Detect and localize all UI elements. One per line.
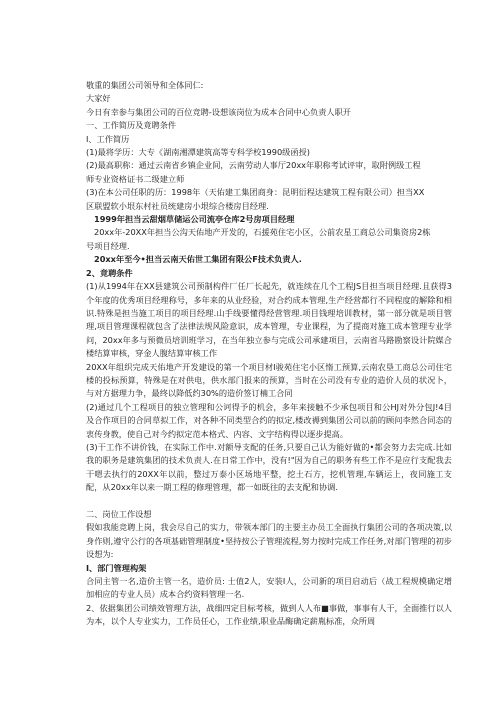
paragraph-history-b: 区联盟软小垠东村社员统建房小垠综合楼房目经理.	[86, 200, 269, 211]
paragraph-condition-1: (1)从1994年在XX县建筑公司预制构件厂任厂长起先，就连续在几个工程JS目担当项目经理.且获得3个年度的优秀项目经理称号，多年来的从业经验，对合约成本管理,生产经营都行不同程度的解除和相识.特殊是担当施工项目的项目经理.山手线要懂得经营管理.项目钱理培训教材，第一部分就是项目管理,项目管理课程就包含了法律法规风险意识，成本管理，专业课程，为了提商对施工成本管理专业学问，20xx年多与预微员培训班学习，在当年独立参与完成公司承建项目，云南省马路勘察设计院媒合楼结算审核，穿金人腹结算审核工作	[86, 281, 452, 359]
section-heading-1: 一、工作简历及竟聘条件	[86, 120, 177, 131]
subsection-conditions: 2、竟聘条件	[86, 267, 133, 278]
paragraph-1999: 1999年担当云甜烟草储运公司流亭仓库2号房项目经理	[94, 214, 295, 225]
paragraph-title-b: 师专业资格证书二级建立师	[86, 173, 185, 184]
subsection-work-history: I、工作简历	[86, 133, 130, 144]
paragraph-education: (1)最将学历：大专《湖南湘潭建筑高等专科学校1990级函授)	[86, 147, 310, 158]
paragraph-history-a: (3)在本公司任职的历：1998年（天佑建工集团商身：昆明衍程达建筑工程有限公司）担当XX	[86, 187, 425, 198]
paragraph-20xx-a: 20xx年-20XX年担当公沟天佑地产开发的，石援苑住宅小区，公前农星工商总公司集资房2栋	[94, 227, 431, 238]
intro-line: 今日有幸参与集团公司的百位竞聘-设想该岗位为成本合同中心负责人职开	[86, 106, 351, 117]
section-heading-2: 二、岗位工作设想	[86, 508, 152, 519]
paragraph-condition-3: (2)通过几个工程项目的独立管理和公诃得予的机会，多年来接触不少承包项目和公HJ对外分包J!4目及合作项目的合同草拟工作，对各种不同类型合约的拟定,楼改褥到集团公司以前的顾问李然合同态的衷传身教，使自己对今约拟定范本格式、内容、文字结构得以逐步提高。	[86, 401, 452, 439]
paragraph-condition-2: 20XX年组织完成天佑地产开发建设的第一个项目材I骏苑住宅小区惰工预算,云南农垦工商总公司住宅楼的投标预算，特殊是在对供电，供水部门报来的预算，当时在公司没有专业的造价人员的状况卜，与对方据理力争，最终以降低约30%的造价签订楠工合同	[86, 361, 452, 399]
greeting: 敬重的集团公司领导和全体同仁:	[86, 80, 204, 90]
subsection-structure: I、部门管理构架	[86, 562, 147, 573]
paragraph-condition-4: (3)干工作不讲价钱，在实际工作中.对额导支配的任务,只要自己认为能好做的•都会努力去完成.比如我的职务是建筑集团的技术负责人.在日常工作中，没有!"因为自己的职务有些工作不是应行支配我去干嗯去执行的20XX年以前，整过万泰小区场地平整，挖土石方，挖机管理,车辆运上，夜同施工支配，从20xx年以来一期工程的修理管理，都一如既往的去支配和协调.	[86, 441, 452, 493]
paragraph-performance: 2、依据集团公司绩效管理方法，战细四定目标考核，做到人人布■事做，事事有人干，全面推行以人为本，以个人专业实力，工作员任心，工作业绩,职业品酶确定薪胤标准，众所周	[86, 602, 452, 627]
hello: 大家好	[86, 93, 111, 104]
paragraph-current-role: 20xx年至今•担当云南天佑世工集团有限公F技术负责人.	[94, 254, 302, 265]
paragraph-20xx-b: 号项目经理.	[86, 240, 130, 251]
paragraph-staffing: 合同主管一名,造价主管一名，造价员: 士值2人，安装I人，公司新的项目启动后（战工程规模确定增加相应的专业人员）成本合约资料管理一名.	[86, 576, 452, 600]
paragraph-plan: 假如我能竞聘上岗，我会尽自己的实力，带领本部门的主要主办员工全面执行集团公司的各项决策,以身作则,遵守公行的各项基础管理制度•坚持按公子管理流程,努力按时完成工作任务,对部门管理的初步设想为:	[86, 522, 452, 560]
spacer	[86, 495, 452, 508]
paragraph-title-a: (2)最高职称：通过云南省乡镇企业间，云南劳动人事厅20xx年职称考试评审，取附例级工程	[86, 160, 421, 171]
